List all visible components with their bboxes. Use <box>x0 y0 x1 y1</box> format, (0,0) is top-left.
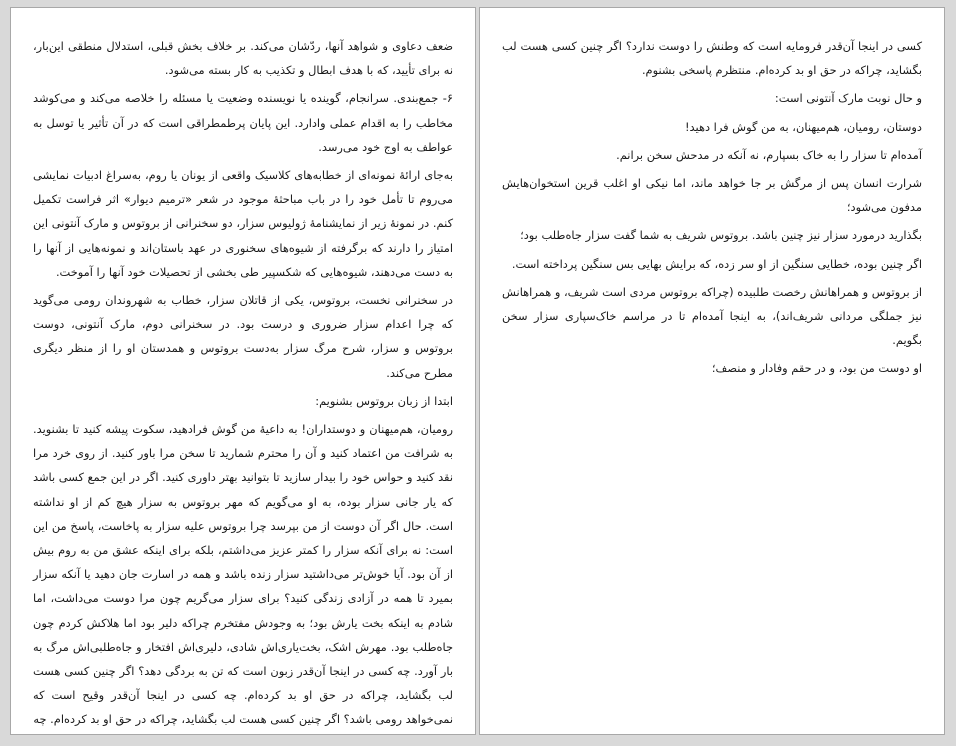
paragraph: بگذارید درمورد سزار نیز چنین باشد. بروتوس شریف به شما گفت سزار جاه‌طلب بود؛ <box>520 228 922 243</box>
paragraph: و حال نوبت مارک آنتونی است: <box>774 91 922 106</box>
paragraph: از بروتوس و همراهانش رخصت طلبیده (چراکه بروتوس مردی است شریف، و همراهانش نیز جملگی مردانی شریف‌اند)، به اینجا آمده‌ام تا در مراسم خاک‌سپاری سزار سخن بگویم. <box>502 284 922 348</box>
left-page <box>10 7 476 735</box>
left-page-text <box>33 34 453 735</box>
paragraph: اگر چنین بوده، خطایی سنگین از او سر زده، که برایش بهایی بس سنگین پرداخته است. <box>511 256 922 271</box>
paragraph: کسی در اینجا آن‌قدر فرومایه است که وطنش را دوست ندارد؟ اگر چنین کسی هست لب بگشاید، چراکه در حق او بد کرده‌ام. منتظرم پاسخی بشنوم. <box>502 39 922 78</box>
paragraph: ابتدا از زبان بروتوس بشنویم: <box>315 393 453 408</box>
paragraph: به‌جای ارائهٔ نمونه‌ای از خطابه‌های کلاسیک واقعی از یونان یا روم، به‌سراغ ادبیات نمایشی می‌روم تا تأمل خود را در باب مباحثهٔ موجود در شعر «ترمیم دیوار» اثر فراست تکمیل کنم. در نمونهٔ زیر از نمایشنامهٔ ژولیوس سزار، دو سخنرانی از بروتوس و مارک آنتونی این امتیاز را دارند که برگرفته از شیوه‌های سخنوری در عهد باستان‌اند و نمونه‌هایی از آنها را به دست می‌دهند، شیوه‌هایی که شکسپیر طی بخشی از تحصیلات خود آنها را آموخت. <box>33 168 453 279</box>
paragraph: ۶- جمع‌بندی. سرانجام، گوینده یا نویسنده وضعیت یا مسئله را خلاصه می‌کند و می‌کوشد مخاطب را به اقدام عملی وادارد. این پایان پرطمطراقی است که در آن تأثیر یا توسل به عواطف به اوج خود می‌رسد. <box>33 91 453 154</box>
paragraph: دوستان، رومیان، هم‌میهنان، به من گوش فرا دهید! <box>684 119 922 134</box>
paragraph: شرارت انسان پس از مرگش بر جا خواهد ماند، اما نیکی او اغلب قرین استخوان‌هایش مدفون می‌شود؛ <box>502 176 922 215</box>
right-page <box>479 7 945 735</box>
right-page-text <box>502 34 922 385</box>
paragraph: در سخنرانی نخست، بروتوس، یکی از قاتلان سزار، خطاب به شهروندان رومی می‌گوید که چرا اعدام سزار ضروری و درست بود. در سخنرانی دوم، مارک آنتونی، دوست بروتوس و سزار، شرح مرگ سزار به‌دست بروتوس و همدستان او را از منظر دیگری مطرح می‌کند. <box>33 293 453 380</box>
paragraph: آمده‌ام تا سزار را به خاک بسپارم، نه آنکه در مدحش سخن برانم. <box>616 147 922 162</box>
paragraph: رومیان، هم‌میهنان و دوستداران! به داعیهٔ من گوش فرادهید، سکوت پیشه کنید تا بشنوید. به شرافت من اعتماد کنید و آن را محترم شمارید تا سخن مرا باور کنید. از روی خرد مرا نقد کنید و حواس خود را بیدار سازید تا بتوانید بهتر داوری کنید. اگر در این جمع کسی باشد که یار جانی سزار بوده، به او می‌گویم که مهر بروتوس به سزار هیچ کم از او نداشته است. حال اگر آن دوست از من بپرسد چرا بروتوس علیه سزار به پاخاست، پاسخ من این است: نه برای آنکه سزار را کمتر عزیز می‌داشتم، بلکه برای اینکه عشق من به روم بیش از آن بود. آیا خوش‌تر می‌داشتید سزار زنده باشد و همه در اسارت جان دهید یا آنکه سزار بمیرد تا همه در آزادی زندگی کنید؟ برای سزار می‌گریم چون مرا دوست می‌داشت، اما شادم به اینکه بخت یارش بود؛ به وجودش مفتخرم چراکه دلیر بود اما هلاکش کردم چون جاه‌طلب بود. مهرش اشک، بخت‌یاری‌اش شادی، دلیری‌اش افتخار و جاه‌طلبی‌اش مرگ به بار آورد. چه کسی در اینجا آن‌قدر زبون است که تن به بردگی دهد؟ اگر چنین کسی هست لب بگشاید، چراکه در حق او بد کرده‌ام. چه کسی در اینجا آن‌قدر وقیح است که نمی‌خواهد رومی باشد؟ اگر چنین کسی هست لب بگشاید، چراکه در حق او بد کرده‌ام. چه <box>33 422 453 727</box>
paragraph: ضعف دعاوی و شواهد آنها، ردّشان می‌کند. بر خلاف بخش قبلی، استدلال منطقی این‌بار، نه برای تأیید، که با هدف ابطال و تکذیب به کار بسته می‌شود. <box>33 39 453 78</box>
paragraph: او دوست من بود، و در حقم وفادار و منصف؛ <box>711 361 922 376</box>
